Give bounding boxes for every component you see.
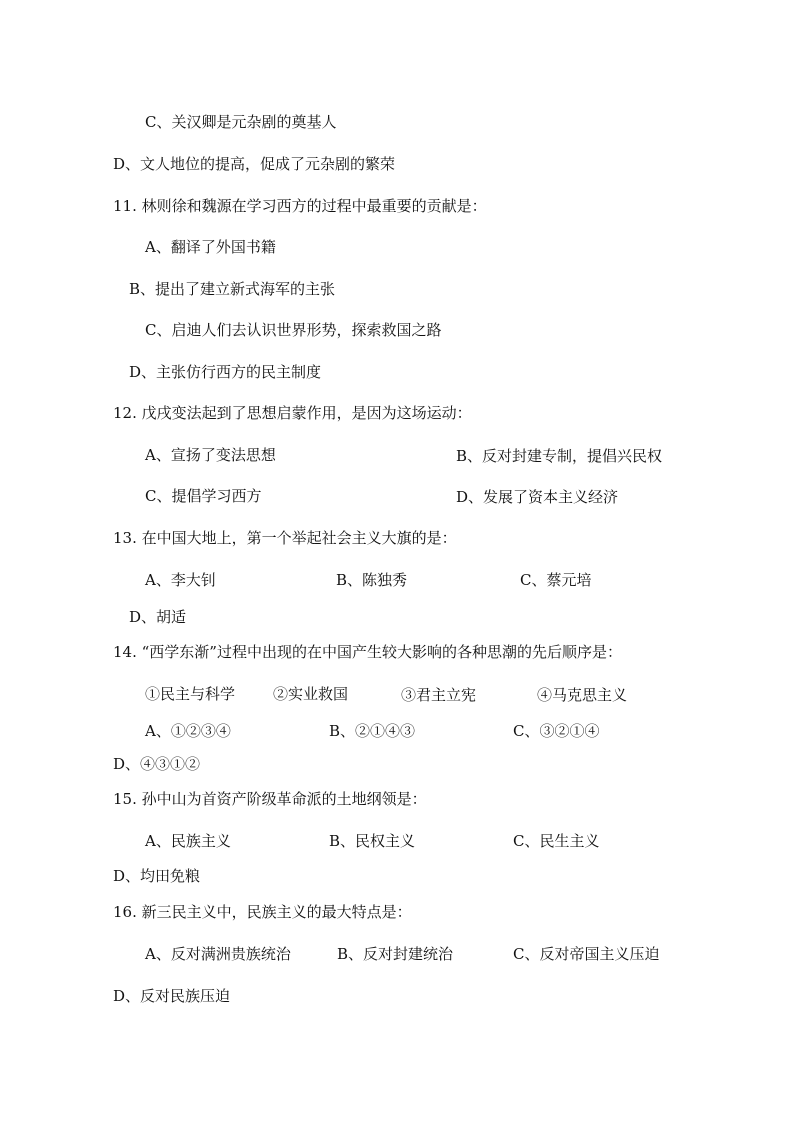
q12-option-d: D、发展了资本主义经济 xyxy=(456,488,619,506)
q14-item-2: ②实业救国 xyxy=(273,685,349,703)
question-15: 15. 孙中山为首资产阶级革命派的土地纲领是： xyxy=(113,790,427,808)
question-12: 12. 戊戌变法起到了思想启蒙作用，是因为这场运动： xyxy=(113,404,472,422)
question-11: 11. 林则徐和魏源在学习西方的过程中最重要的贡献是： xyxy=(113,197,487,215)
question-14: 14. “西学东渐”过程中出现的在中国产生较大影响的各种思潮的先后顺序是： xyxy=(113,643,622,661)
q15-option-a: A、民族主义 xyxy=(145,832,231,850)
q15-option-c: C、民生主义 xyxy=(513,832,600,850)
q11-option-b: B、提出了建立新式海军的主张 xyxy=(129,280,336,298)
q13-option-c: C、蔡元培 xyxy=(520,571,592,589)
q11-option-a: A、翻译了外国书籍 xyxy=(145,238,276,256)
q12-option-c: C、提倡学习西方 xyxy=(145,487,262,505)
q11-option-d: D、主张仿行西方的民主制度 xyxy=(129,363,322,381)
q16-option-b: B、反对封建统治 xyxy=(337,945,454,963)
option-d-text: D、文人地位的提高，促成了元杂剧的繁荣 xyxy=(113,155,396,173)
question-16: 16. 新三民主义中，民族主义的最大特点是： xyxy=(113,903,412,921)
q14-option-b: B、②①④③ xyxy=(329,722,416,740)
q15-option-b: B、民权主义 xyxy=(329,832,416,850)
q13-option-b: B、陈独秀 xyxy=(336,571,408,589)
q14-option-d: D、④③①② xyxy=(113,755,201,773)
q14-option-a: A、①②③④ xyxy=(145,722,231,740)
q12-option-a: A、宣扬了变法思想 xyxy=(145,446,276,464)
q16-option-d: D、反对民族压迫 xyxy=(113,987,231,1005)
option-c-text: C、关汉卿是元杂剧的奠基人 xyxy=(145,113,337,131)
q14-item-1: ①民主与科学 xyxy=(145,685,236,703)
question-13: 13. 在中国大地上，第一个举起社会主义大旗的是： xyxy=(113,529,457,547)
q15-option-d: D、均田免粮 xyxy=(113,867,201,885)
q16-option-c: C、反对帝国主义压迫 xyxy=(513,945,660,963)
q14-option-c: C、③②①④ xyxy=(513,722,600,740)
q16-option-a: A、反对满洲贵族统治 xyxy=(145,945,291,963)
q14-item-4: ④马克思主义 xyxy=(537,686,628,704)
q13-option-d: D、胡适 xyxy=(129,608,187,626)
q13-option-a: A、李大钊 xyxy=(145,571,216,589)
q14-item-3: ③君主立宪 xyxy=(401,686,477,704)
q11-option-c: C、启迪人们去认识世界形势，探索救国之路 xyxy=(145,321,442,339)
q12-option-b: B、反对封建专制，提倡兴民权 xyxy=(456,447,663,465)
